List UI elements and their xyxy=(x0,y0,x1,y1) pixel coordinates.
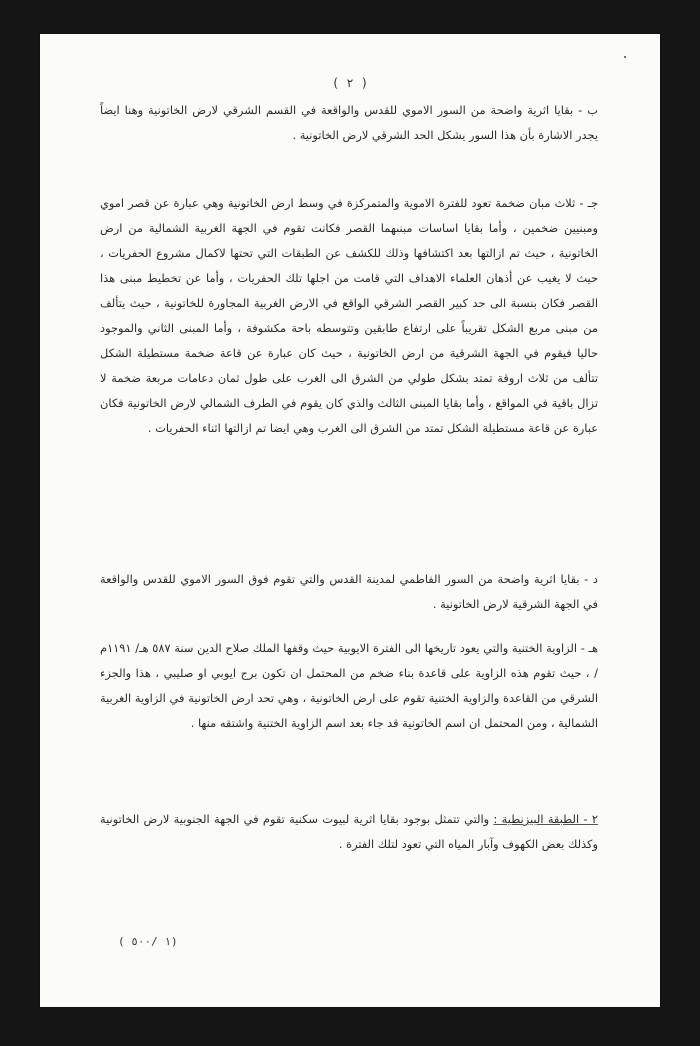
ink-speck xyxy=(624,56,626,58)
paragraph-byzantine-layer xyxy=(100,807,598,857)
byzantine-layer-heading: ٢ - الطبقة البيزنطية : xyxy=(493,812,598,826)
byzantine-layer-text: والتي تتمثل بوجود بقايا اثرية لبيوت سكنية تقوم في الجهة الجنوبية لارض الخاتونية وكذلك بعض الكهوف وآبار المياه التي تعود لتلك الفترة . xyxy=(100,812,598,851)
document-page xyxy=(40,34,660,1007)
paragraph-ha: هـ - الزاوية الختنية والتي يعود تاريخها الى الفترة الايوبية حيث وقفها الملك صلاح الدين سنة ٥٨٧ هـ/ ١١٩١م / ، حيث تقوم هذه الزاوية على قاعدة بناء ضخم من المحتمل ان تكون برج ايوبي او صليبي ، هذا والجزء الشرقي من القاعدة والزاوية الختنية تقوم على ارض الخاتونية ، وهي تحد ارض الخاتونية في الزاوية الغربية الشمالية ، ومن المحتمل ان اسم الخاتونية قد جاء بعد اسم الزاوية الختنية واشتقه منها . xyxy=(100,641,598,730)
paragraph-jeem: جـ - ثلاث مبان ضخمة تعود للفترة الاموية والمتمركزة في وسط ارض الخاتونية وهي عبارة عن قصر اموي ومبنيين ضخمين ، وأما بقايا اساسات مبنىهما القصر فكانت تقوم في الجهة الغربية الشمالية من ارض الخاتونية ، حيث تم ازالتها بعد اكتشافها وذلك للكشف عن الطبقات التي تحتها لاكمال مشروع الحفريات ، حيث لا يغيب عن أذهان العلماء الاهداف التي قامت من اجلها تلك الحفريات ، وأما عن تخطيط مبنى هذا القصر فكان بنسبة الى حد كبير القصر الشرقي الواقع في الارض الغربية المجاورة للخاتونية ، حيث يتألف من مبنى مربع الشكل تقريباً على ارتفاع طابقين وتتوسطه باحة مكشوفة ، وأما المبنى الثاني والموجود حاليا فيقوم في الجهة الشرقية من ارض الخاتونية ، حيث كان عبارة عن قاعة ضخمة مستطيلة الشكل تتألف من ثلاث اروقة تمتد بشكل طولي من الشرق الى الغرب على طول ثمان دعامات مربعة ضخمة لا تزال باقية في المواقع ، وأما بقايا المبنى الثالث والذي كان يقوم في الطرف الشمالي لارض الخاتونية فكان عبارة عن قاعة مستطيلة الشكل تمتد من الشرق الى الغرب وهي ايضا تم ازالتها اثناء الحفريات . xyxy=(100,196,598,435)
paragraph-dal: د - بقايا اثرية واضحة من السور الفاطمي لمدينة القدس والتي تقوم فوق السور الاموي للقدس والواقعة في الجهة الشرقية لارض الخاتونية . xyxy=(100,572,598,611)
paragraph-b: ب - بقايا اثرية واضحة من السور الاموي للقدس والواقعة في القسم الشرقي لارض الخاتونية وهنا ايضاً يجدر الاشارة بأن هذا السور يشكل الحد الشرقي لارض الخاتونية . xyxy=(100,103,598,142)
footer-code: (١ /٥٠٠ ) xyxy=(118,935,178,948)
page-number: ( ٢ ) xyxy=(331,76,369,90)
